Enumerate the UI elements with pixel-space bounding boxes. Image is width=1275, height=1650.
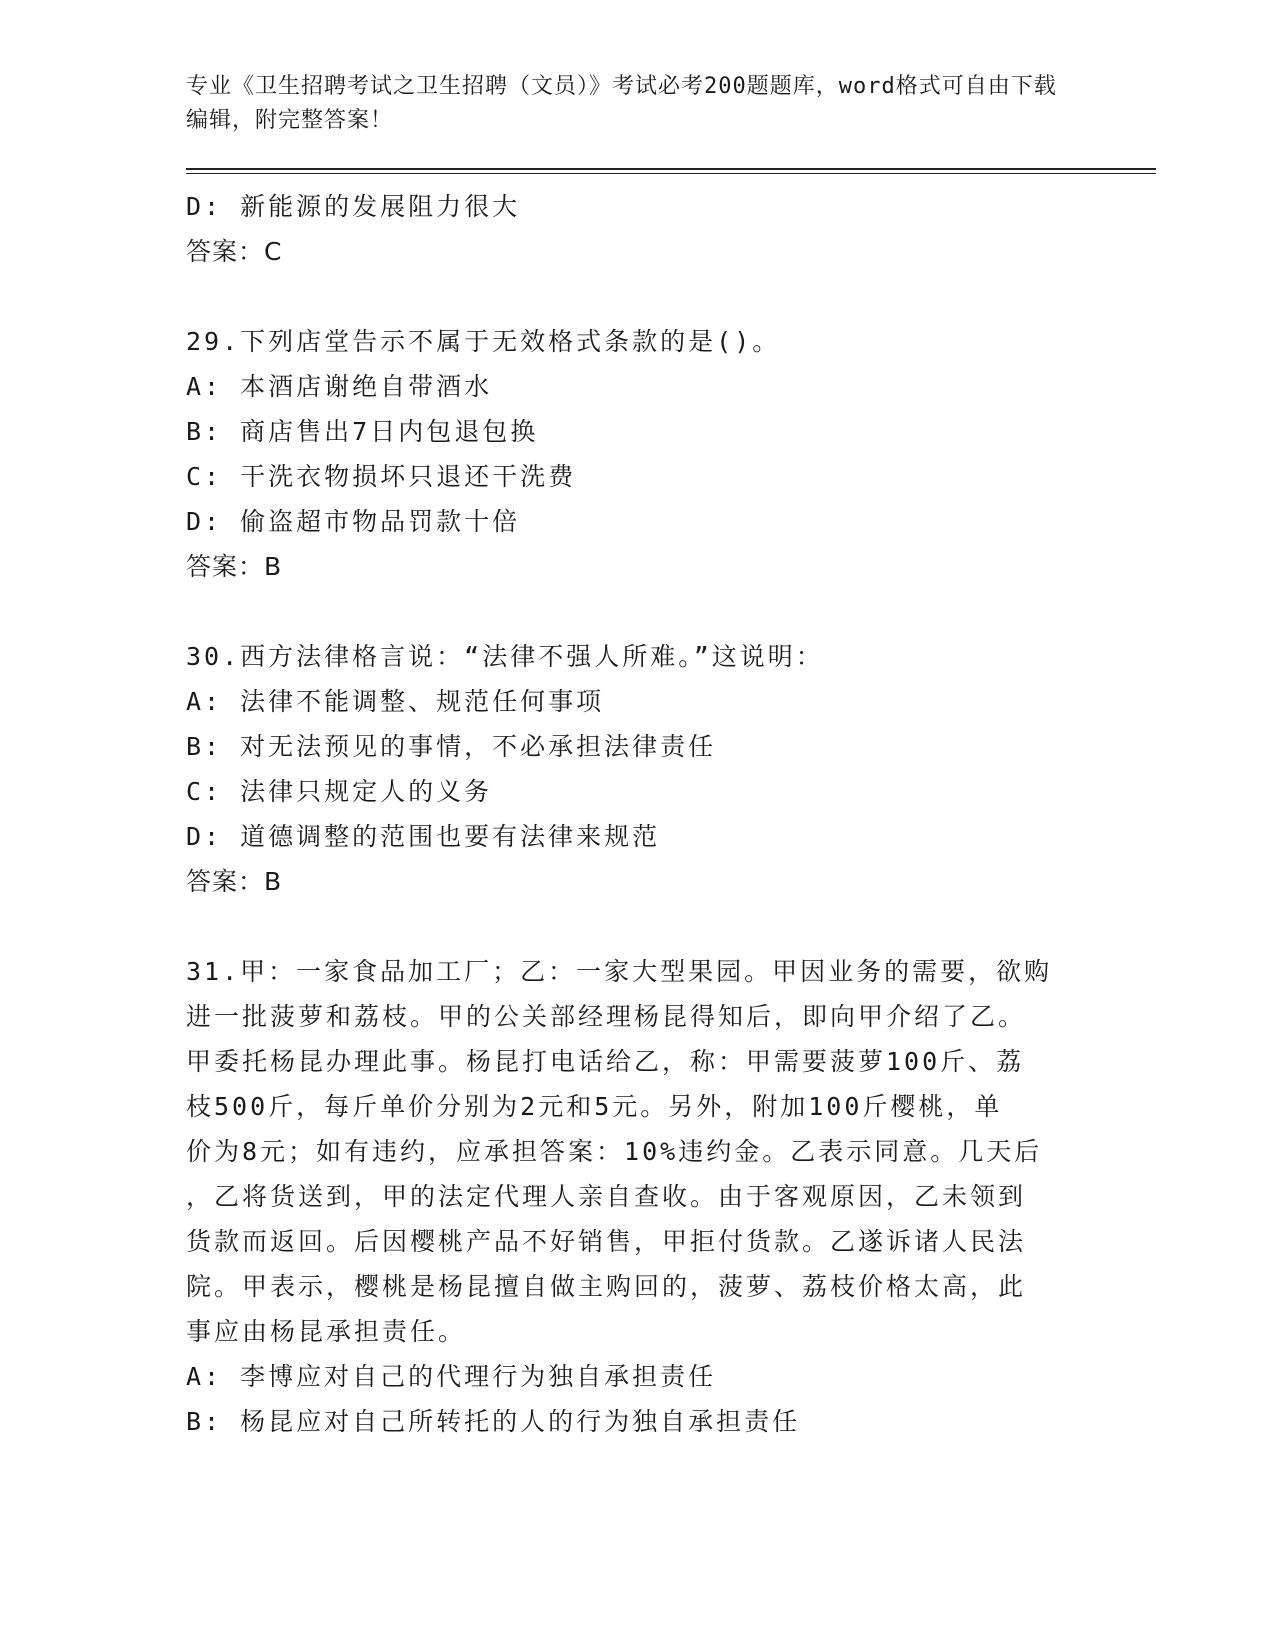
document-page <box>186 70 1156 1444</box>
answer-line: 答案：B <box>186 552 283 581</box>
option-a: A: 法律不能调整、规范任何事项 <box>186 687 605 716</box>
option-b: B: 对无法预见的事情，不必承担法律责任 <box>186 732 717 761</box>
question-stem-line: 院。甲表示，樱桃是杨昆擅自做主购回的，菠萝、荔枝价格太高，此 <box>186 1272 1027 1301</box>
document-header: 专业《卫生招聘考试之卫生招聘（文员）》考试必考200题题库，word格式可自由下载编辑，附完整答案！ <box>186 74 1057 133</box>
question-stem-line: 货款而返回。后因樱桃产品不好销售，甲拒付货款。乙遂诉诸人民法 <box>186 1227 1027 1256</box>
question-29 <box>186 319 1156 589</box>
question-stem-line: 枝500斤，每斤单价分别为2元和5元。另外，附加100斤樱桃，单 <box>186 1092 1003 1121</box>
option-a: A: 本酒店谢绝自带酒水 <box>186 372 493 401</box>
question-31 <box>186 949 1156 1444</box>
option-b: B: 杨昆应对自己所转托的人的行为独自承担责任 <box>186 1407 801 1436</box>
question-stem-line: ，乙将货送到，甲的法定代理人亲自查收。由于客观原因，乙未领到 <box>186 1182 1027 1211</box>
option-b: B: 商店售出7日内包退包换 <box>186 417 539 446</box>
question-stem: 30.西方法律格言说：“法律不强人所难。”这说明： <box>186 642 824 671</box>
option-a: A: 李博应对自己的代理行为独自承担责任 <box>186 1362 717 1391</box>
option-d: D: 新能源的发展阻力很大 <box>186 192 521 221</box>
option-d: D: 道德调整的范围也要有法律来规范 <box>186 822 661 851</box>
question-stem: 29.下列店堂告示不属于无效格式条款的是()。 <box>186 327 781 356</box>
option-c: C: 法律只规定人的义务 <box>186 777 493 806</box>
question-stem-line: 31.甲：一家食品加工厂；乙：一家大型果园。甲因业务的需要，欲购 <box>186 957 1053 986</box>
answer-line: 答案：C <box>186 237 283 266</box>
question-stem-line: 进一批菠萝和荔枝。甲的公关部经理杨昆得知后，即向甲介绍了乙。 <box>186 1002 1027 1031</box>
question-stem-line: 事应由杨昆承担责任。 <box>186 1317 467 1346</box>
option-d: D: 偷盗超市物品罚款十倍 <box>186 507 521 536</box>
previous-question-tail <box>186 184 1156 274</box>
option-c: C: 干洗衣物损坏只退还干洗费 <box>186 462 577 491</box>
question-stem-line: 甲委托杨昆办理此事。杨昆打电话给乙，称：甲需要菠萝100斤、荔 <box>186 1047 1025 1076</box>
question-content <box>186 184 1156 1444</box>
question-stem-line: 价为8元；如有违约，应承担答案：10%违约金。乙表示同意。几天后 <box>186 1137 1043 1166</box>
header-divider <box>186 168 1156 174</box>
question-30 <box>186 634 1156 904</box>
answer-line: 答案：B <box>186 867 283 896</box>
